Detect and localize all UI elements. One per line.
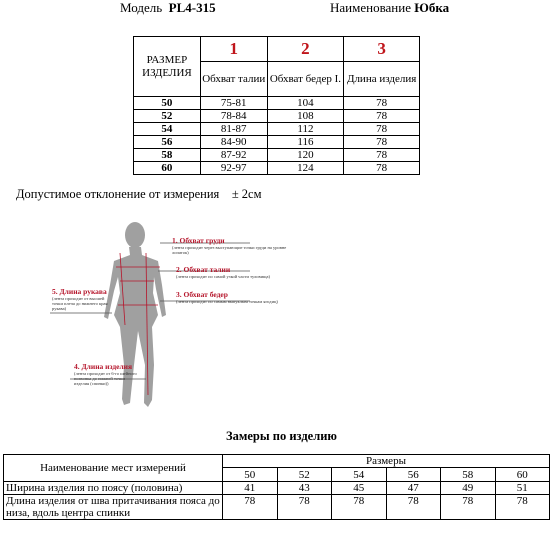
label-hips-note: (лента проходит по самым выпуклым точкам ягодиц) xyxy=(176,299,278,304)
size-row xyxy=(134,110,420,123)
measure-value: 47 xyxy=(386,482,441,495)
tolerance-text: Допустимое отклонение от измерения xyxy=(16,187,220,201)
label-length-title: 4. Длина изделия xyxy=(74,362,133,371)
waist-cell: 87-92 xyxy=(200,149,267,162)
measure-name-header: Наименование мест измерений xyxy=(4,455,223,482)
measure-size-header: 52 xyxy=(277,468,332,482)
measure-value: 41 xyxy=(223,482,278,495)
length-cell: 78 xyxy=(344,149,420,162)
measure-size-header: 50 xyxy=(223,468,278,482)
label-hips-title: 3. Обхват бедер xyxy=(176,290,228,299)
model-label: Модель xyxy=(120,0,163,15)
measurements-table xyxy=(3,454,550,520)
measure-value: 49 xyxy=(441,482,496,495)
label-chest xyxy=(172,236,292,255)
size-table xyxy=(133,36,420,175)
length-cell: 78 xyxy=(344,97,420,110)
measure-row xyxy=(4,482,550,495)
size-row xyxy=(134,149,420,162)
hips-cell: 116 xyxy=(267,136,344,149)
size-row xyxy=(134,123,420,136)
name-label: Наименование xyxy=(330,0,411,15)
tolerance-note xyxy=(16,187,262,202)
col-number-2: 2 xyxy=(267,37,344,62)
hips-cell: 124 xyxy=(267,162,344,175)
waist-cell: 92-97 xyxy=(200,162,267,175)
label-chest-note: (лента проходит через выступающие точки груди на уровне лопаток) xyxy=(172,245,287,255)
size-cell: 52 xyxy=(134,110,201,123)
label-sleeve-title: 5. Длина рукава xyxy=(52,287,107,296)
length-cell: 78 xyxy=(344,162,420,175)
label-chest-title: 1. Обхват груди xyxy=(172,236,225,245)
measure-value: 45 xyxy=(332,482,387,495)
hips-cell: 104 xyxy=(267,97,344,110)
waist-cell: 81-87 xyxy=(200,123,267,136)
label-waist xyxy=(176,265,286,279)
size-cell: 54 xyxy=(134,123,201,136)
label-length xyxy=(74,362,138,386)
size-row xyxy=(134,136,420,149)
hips-cell: 112 xyxy=(267,123,344,136)
col-number-1: 1 xyxy=(200,37,267,62)
label-waist-note: (лента проходит по самой узкой части туловища) xyxy=(176,274,271,279)
size-row xyxy=(134,162,420,175)
measure-size-header: 60 xyxy=(495,468,550,482)
measure-value: 78 xyxy=(277,495,332,520)
measure-value: 78 xyxy=(386,495,441,520)
col-label-length: Длина изделия xyxy=(344,62,420,97)
model-value: PL4-315 xyxy=(168,0,216,15)
measure-value: 78 xyxy=(441,495,496,520)
name-value: Юбка xyxy=(414,0,450,15)
size-row xyxy=(134,97,420,110)
measure-value: 43 xyxy=(277,482,332,495)
measure-value: 51 xyxy=(495,482,550,495)
model-line xyxy=(120,0,216,16)
measure-size-header: 56 xyxy=(386,468,441,482)
measure-value: 78 xyxy=(332,495,387,520)
measure-row-label: Длина изделия от шва притачивания пояса до низа, вдоль центра спинки xyxy=(4,495,223,520)
waist-cell: 84-90 xyxy=(200,136,267,149)
length-cell: 78 xyxy=(344,136,420,149)
col-label-hips: Обхват бедер I. xyxy=(267,62,344,97)
hips-cell: 108 xyxy=(267,110,344,123)
measurements-title: Замеры по изделию xyxy=(226,429,337,443)
waist-cell: 78-84 xyxy=(200,110,267,123)
label-sleeve-note: (лента проходит от высшей точки плеча до нижнего края рукава) xyxy=(52,296,108,311)
measure-sizes-header: Размеры xyxy=(223,455,550,468)
hips-cell: 120 xyxy=(267,149,344,162)
label-length-note: (лента проходит от 6-го шейного позвонка до нижней точки изделия (спинки)) xyxy=(74,371,137,386)
name-line xyxy=(330,0,449,16)
measure-row-label: Ширина изделия по поясу (половина) xyxy=(4,482,223,495)
length-cell: 78 xyxy=(344,110,420,123)
size-header: РАЗМЕР ИЗДЕЛИЯ xyxy=(134,37,201,97)
length-cell: 78 xyxy=(344,123,420,136)
waist-cell: 75-81 xyxy=(200,97,267,110)
size-cell: 58 xyxy=(134,149,201,162)
size-cell: 56 xyxy=(134,136,201,149)
measure-size-header: 58 xyxy=(441,468,496,482)
label-hips xyxy=(176,290,286,304)
size-cell: 50 xyxy=(134,97,201,110)
label-waist-title: 2. Обхват талии xyxy=(176,265,231,274)
measure-value: 78 xyxy=(495,495,550,520)
measure-row xyxy=(4,495,550,520)
size-cell: 60 xyxy=(134,162,201,175)
col-label-waist: Обхват талии xyxy=(200,62,267,97)
col-number-3: 3 xyxy=(344,37,420,62)
measure-value: 78 xyxy=(223,495,278,520)
tolerance-value: ± 2см xyxy=(231,187,262,201)
measure-size-header: 54 xyxy=(332,468,387,482)
label-sleeve xyxy=(52,287,114,311)
